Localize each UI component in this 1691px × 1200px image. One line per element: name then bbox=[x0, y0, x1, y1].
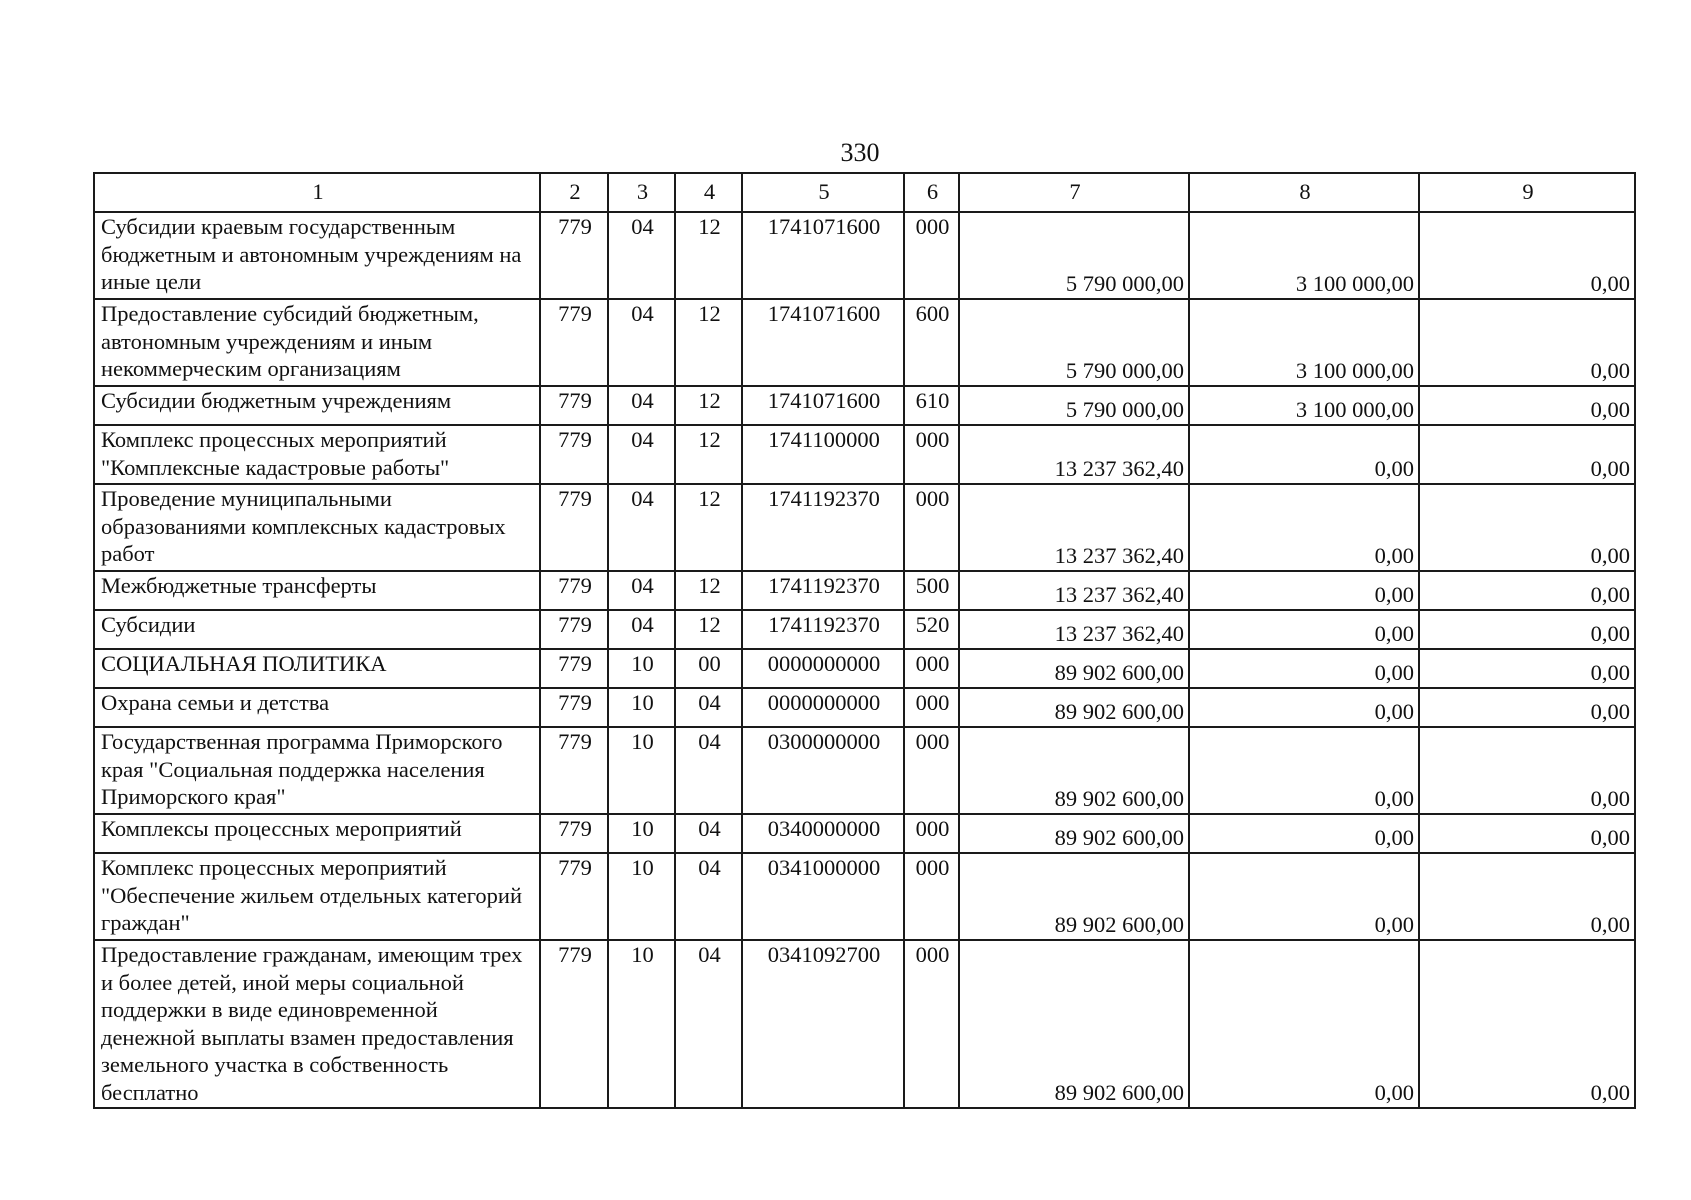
subsection-code: 00 bbox=[675, 649, 742, 688]
ministry-code: 779 bbox=[540, 814, 608, 853]
amount-col9: 0,00 bbox=[1419, 484, 1635, 571]
table-row bbox=[94, 386, 1635, 425]
subsection-code: 12 bbox=[675, 571, 742, 610]
ministry-code: 779 bbox=[540, 727, 608, 814]
item-name: СОЦИАЛЬНАЯ ПОЛИТИКА bbox=[94, 649, 540, 688]
amount-col8: 0,00 bbox=[1189, 814, 1419, 853]
expense-type-code: 520 bbox=[904, 610, 959, 649]
table-row bbox=[94, 853, 1635, 940]
target-article-code: 1741071600 bbox=[742, 299, 904, 386]
table-row bbox=[94, 299, 1635, 386]
column-header: 9 bbox=[1419, 173, 1635, 212]
amount-col9: 0,00 bbox=[1419, 940, 1635, 1108]
expense-type-code: 610 bbox=[904, 386, 959, 425]
ministry-code: 779 bbox=[540, 484, 608, 571]
amount-col8: 0,00 bbox=[1189, 484, 1419, 571]
subsection-code: 12 bbox=[675, 299, 742, 386]
subsection-code: 04 bbox=[675, 688, 742, 727]
target-article-code: 0341000000 bbox=[742, 853, 904, 940]
amount-col8: 0,00 bbox=[1189, 610, 1419, 649]
amount-col9: 0,00 bbox=[1419, 853, 1635, 940]
column-header: 8 bbox=[1189, 173, 1419, 212]
ministry-code: 779 bbox=[540, 940, 608, 1108]
target-article-code: 1741071600 bbox=[742, 212, 904, 299]
ministry-code: 779 bbox=[540, 571, 608, 610]
expense-type-code: 000 bbox=[904, 425, 959, 484]
amount-col7: 89 902 600,00 bbox=[959, 853, 1189, 940]
budget-table bbox=[93, 172, 1636, 1109]
item-name: Комплекс процессных мероприятий "Обеспечение жильем отдельных категорий граждан" bbox=[94, 853, 540, 940]
column-header: 4 bbox=[675, 173, 742, 212]
item-name: Проведение муниципальными образованиями комплексных кадастровых работ bbox=[94, 484, 540, 571]
subsection-code: 04 bbox=[675, 853, 742, 940]
ministry-code: 779 bbox=[540, 688, 608, 727]
amount-col8: 0,00 bbox=[1189, 649, 1419, 688]
amount-col7: 13 237 362,40 bbox=[959, 484, 1189, 571]
target-article-code: 1741071600 bbox=[742, 386, 904, 425]
section-code: 10 bbox=[608, 940, 675, 1108]
amount-col9: 0,00 bbox=[1419, 727, 1635, 814]
column-header: 1 bbox=[94, 173, 540, 212]
column-header: 7 bbox=[959, 173, 1189, 212]
table-row bbox=[94, 688, 1635, 727]
page-number: 330 bbox=[840, 138, 880, 167]
column-header: 2 bbox=[540, 173, 608, 212]
table-row bbox=[94, 610, 1635, 649]
amount-col8: 0,00 bbox=[1189, 571, 1419, 610]
item-name: Комплексы процессных мероприятий bbox=[94, 814, 540, 853]
amount-col8: 0,00 bbox=[1189, 727, 1419, 814]
target-article-code: 0000000000 bbox=[742, 688, 904, 727]
subsection-code: 12 bbox=[675, 425, 742, 484]
amount-col9: 0,00 bbox=[1419, 299, 1635, 386]
amount-col7: 13 237 362,40 bbox=[959, 571, 1189, 610]
column-header: 5 bbox=[742, 173, 904, 212]
section-code: 04 bbox=[608, 299, 675, 386]
amount-col7: 89 902 600,00 bbox=[959, 649, 1189, 688]
expense-type-code: 000 bbox=[904, 940, 959, 1108]
table-row bbox=[94, 940, 1635, 1108]
subsection-code: 12 bbox=[675, 212, 742, 299]
amount-col9: 0,00 bbox=[1419, 212, 1635, 299]
table-row bbox=[94, 212, 1635, 299]
item-name: Межбюджетные трансферты bbox=[94, 571, 540, 610]
item-name: Комплекс процессных мероприятий "Комплексные кадастровые работы" bbox=[94, 425, 540, 484]
subsection-code: 04 bbox=[675, 940, 742, 1108]
amount-col9: 0,00 bbox=[1419, 688, 1635, 727]
amount-col7: 5 790 000,00 bbox=[959, 299, 1189, 386]
amount-col9: 0,00 bbox=[1419, 610, 1635, 649]
item-name: Субсидии краевым государственным бюджетным и автономным учреждениям на иные цели bbox=[94, 212, 540, 299]
section-code: 10 bbox=[608, 727, 675, 814]
expense-type-code: 500 bbox=[904, 571, 959, 610]
section-code: 10 bbox=[608, 688, 675, 727]
subsection-code: 12 bbox=[675, 484, 742, 571]
ministry-code: 779 bbox=[540, 610, 608, 649]
expense-type-code: 000 bbox=[904, 853, 959, 940]
column-number-row bbox=[94, 173, 1635, 212]
ministry-code: 779 bbox=[540, 425, 608, 484]
amount-col7: 89 902 600,00 bbox=[959, 727, 1189, 814]
amount-col9: 0,00 bbox=[1419, 649, 1635, 688]
target-article-code: 0340000000 bbox=[742, 814, 904, 853]
expense-type-code: 000 bbox=[904, 649, 959, 688]
amount-col8: 0,00 bbox=[1189, 688, 1419, 727]
amount-col8: 0,00 bbox=[1189, 425, 1419, 484]
expense-type-code: 000 bbox=[904, 727, 959, 814]
target-article-code: 0300000000 bbox=[742, 727, 904, 814]
expense-type-code: 000 bbox=[904, 212, 959, 299]
section-code: 10 bbox=[608, 649, 675, 688]
item-name: Предоставление субсидий бюджетным, автономным учреждениям и иным некоммерческим организациям bbox=[94, 299, 540, 386]
table-row bbox=[94, 814, 1635, 853]
amount-col7: 5 790 000,00 bbox=[959, 212, 1189, 299]
table-row bbox=[94, 727, 1635, 814]
expense-type-code: 000 bbox=[904, 814, 959, 853]
amount-col9: 0,00 bbox=[1419, 425, 1635, 484]
section-code: 04 bbox=[608, 571, 675, 610]
ministry-code: 779 bbox=[540, 386, 608, 425]
section-code: 04 bbox=[608, 610, 675, 649]
target-article-code: 0341092700 bbox=[742, 940, 904, 1108]
item-name: Субсидии bbox=[94, 610, 540, 649]
ministry-code: 779 bbox=[540, 212, 608, 299]
subsection-code: 04 bbox=[675, 727, 742, 814]
target-article-code: 1741192370 bbox=[742, 484, 904, 571]
column-header: 6 bbox=[904, 173, 959, 212]
item-name: Субсидии бюджетным учреждениям bbox=[94, 386, 540, 425]
section-code: 04 bbox=[608, 484, 675, 571]
amount-col9: 0,00 bbox=[1419, 386, 1635, 425]
amount-col7: 13 237 362,40 bbox=[959, 610, 1189, 649]
ministry-code: 779 bbox=[540, 649, 608, 688]
amount-col8: 3 100 000,00 bbox=[1189, 299, 1419, 386]
amount-col7: 13 237 362,40 bbox=[959, 425, 1189, 484]
amount-col8: 3 100 000,00 bbox=[1189, 212, 1419, 299]
amount-col9: 0,00 bbox=[1419, 571, 1635, 610]
ministry-code: 779 bbox=[540, 853, 608, 940]
amount-col8: 0,00 bbox=[1189, 940, 1419, 1108]
amount-col9: 0,00 bbox=[1419, 814, 1635, 853]
amount-col8: 3 100 000,00 bbox=[1189, 386, 1419, 425]
subsection-code: 04 bbox=[675, 814, 742, 853]
item-name: Предоставление гражданам, имеющим трех и более детей, иной меры социальной поддержки в виде единовременной денежной выплаты взамен предоставления земельного участка в собственность бесплатно bbox=[94, 940, 540, 1108]
table-row bbox=[94, 484, 1635, 571]
column-header: 3 bbox=[608, 173, 675, 212]
subsection-code: 12 bbox=[675, 610, 742, 649]
subsection-code: 12 bbox=[675, 386, 742, 425]
amount-col7: 89 902 600,00 bbox=[959, 814, 1189, 853]
item-name: Охрана семьи и детства bbox=[94, 688, 540, 727]
section-code: 10 bbox=[608, 814, 675, 853]
amount-col7: 89 902 600,00 bbox=[959, 940, 1189, 1108]
expense-type-code: 000 bbox=[904, 688, 959, 727]
ministry-code: 779 bbox=[540, 299, 608, 386]
expense-type-code: 600 bbox=[904, 299, 959, 386]
section-code: 04 bbox=[608, 212, 675, 299]
table-row bbox=[94, 649, 1635, 688]
amount-col8: 0,00 bbox=[1189, 853, 1419, 940]
amount-col7: 89 902 600,00 bbox=[959, 688, 1189, 727]
table-row bbox=[94, 571, 1635, 610]
amount-col7: 5 790 000,00 bbox=[959, 386, 1189, 425]
section-code: 04 bbox=[608, 425, 675, 484]
target-article-code: 0000000000 bbox=[742, 649, 904, 688]
target-article-code: 1741192370 bbox=[742, 610, 904, 649]
item-name: Государственная программа Приморского края "Социальная поддержка населения Приморского края" bbox=[94, 727, 540, 814]
table-row bbox=[94, 425, 1635, 484]
target-article-code: 1741100000 bbox=[742, 425, 904, 484]
section-code: 04 bbox=[608, 386, 675, 425]
target-article-code: 1741192370 bbox=[742, 571, 904, 610]
section-code: 10 bbox=[608, 853, 675, 940]
expense-type-code: 000 bbox=[904, 484, 959, 571]
